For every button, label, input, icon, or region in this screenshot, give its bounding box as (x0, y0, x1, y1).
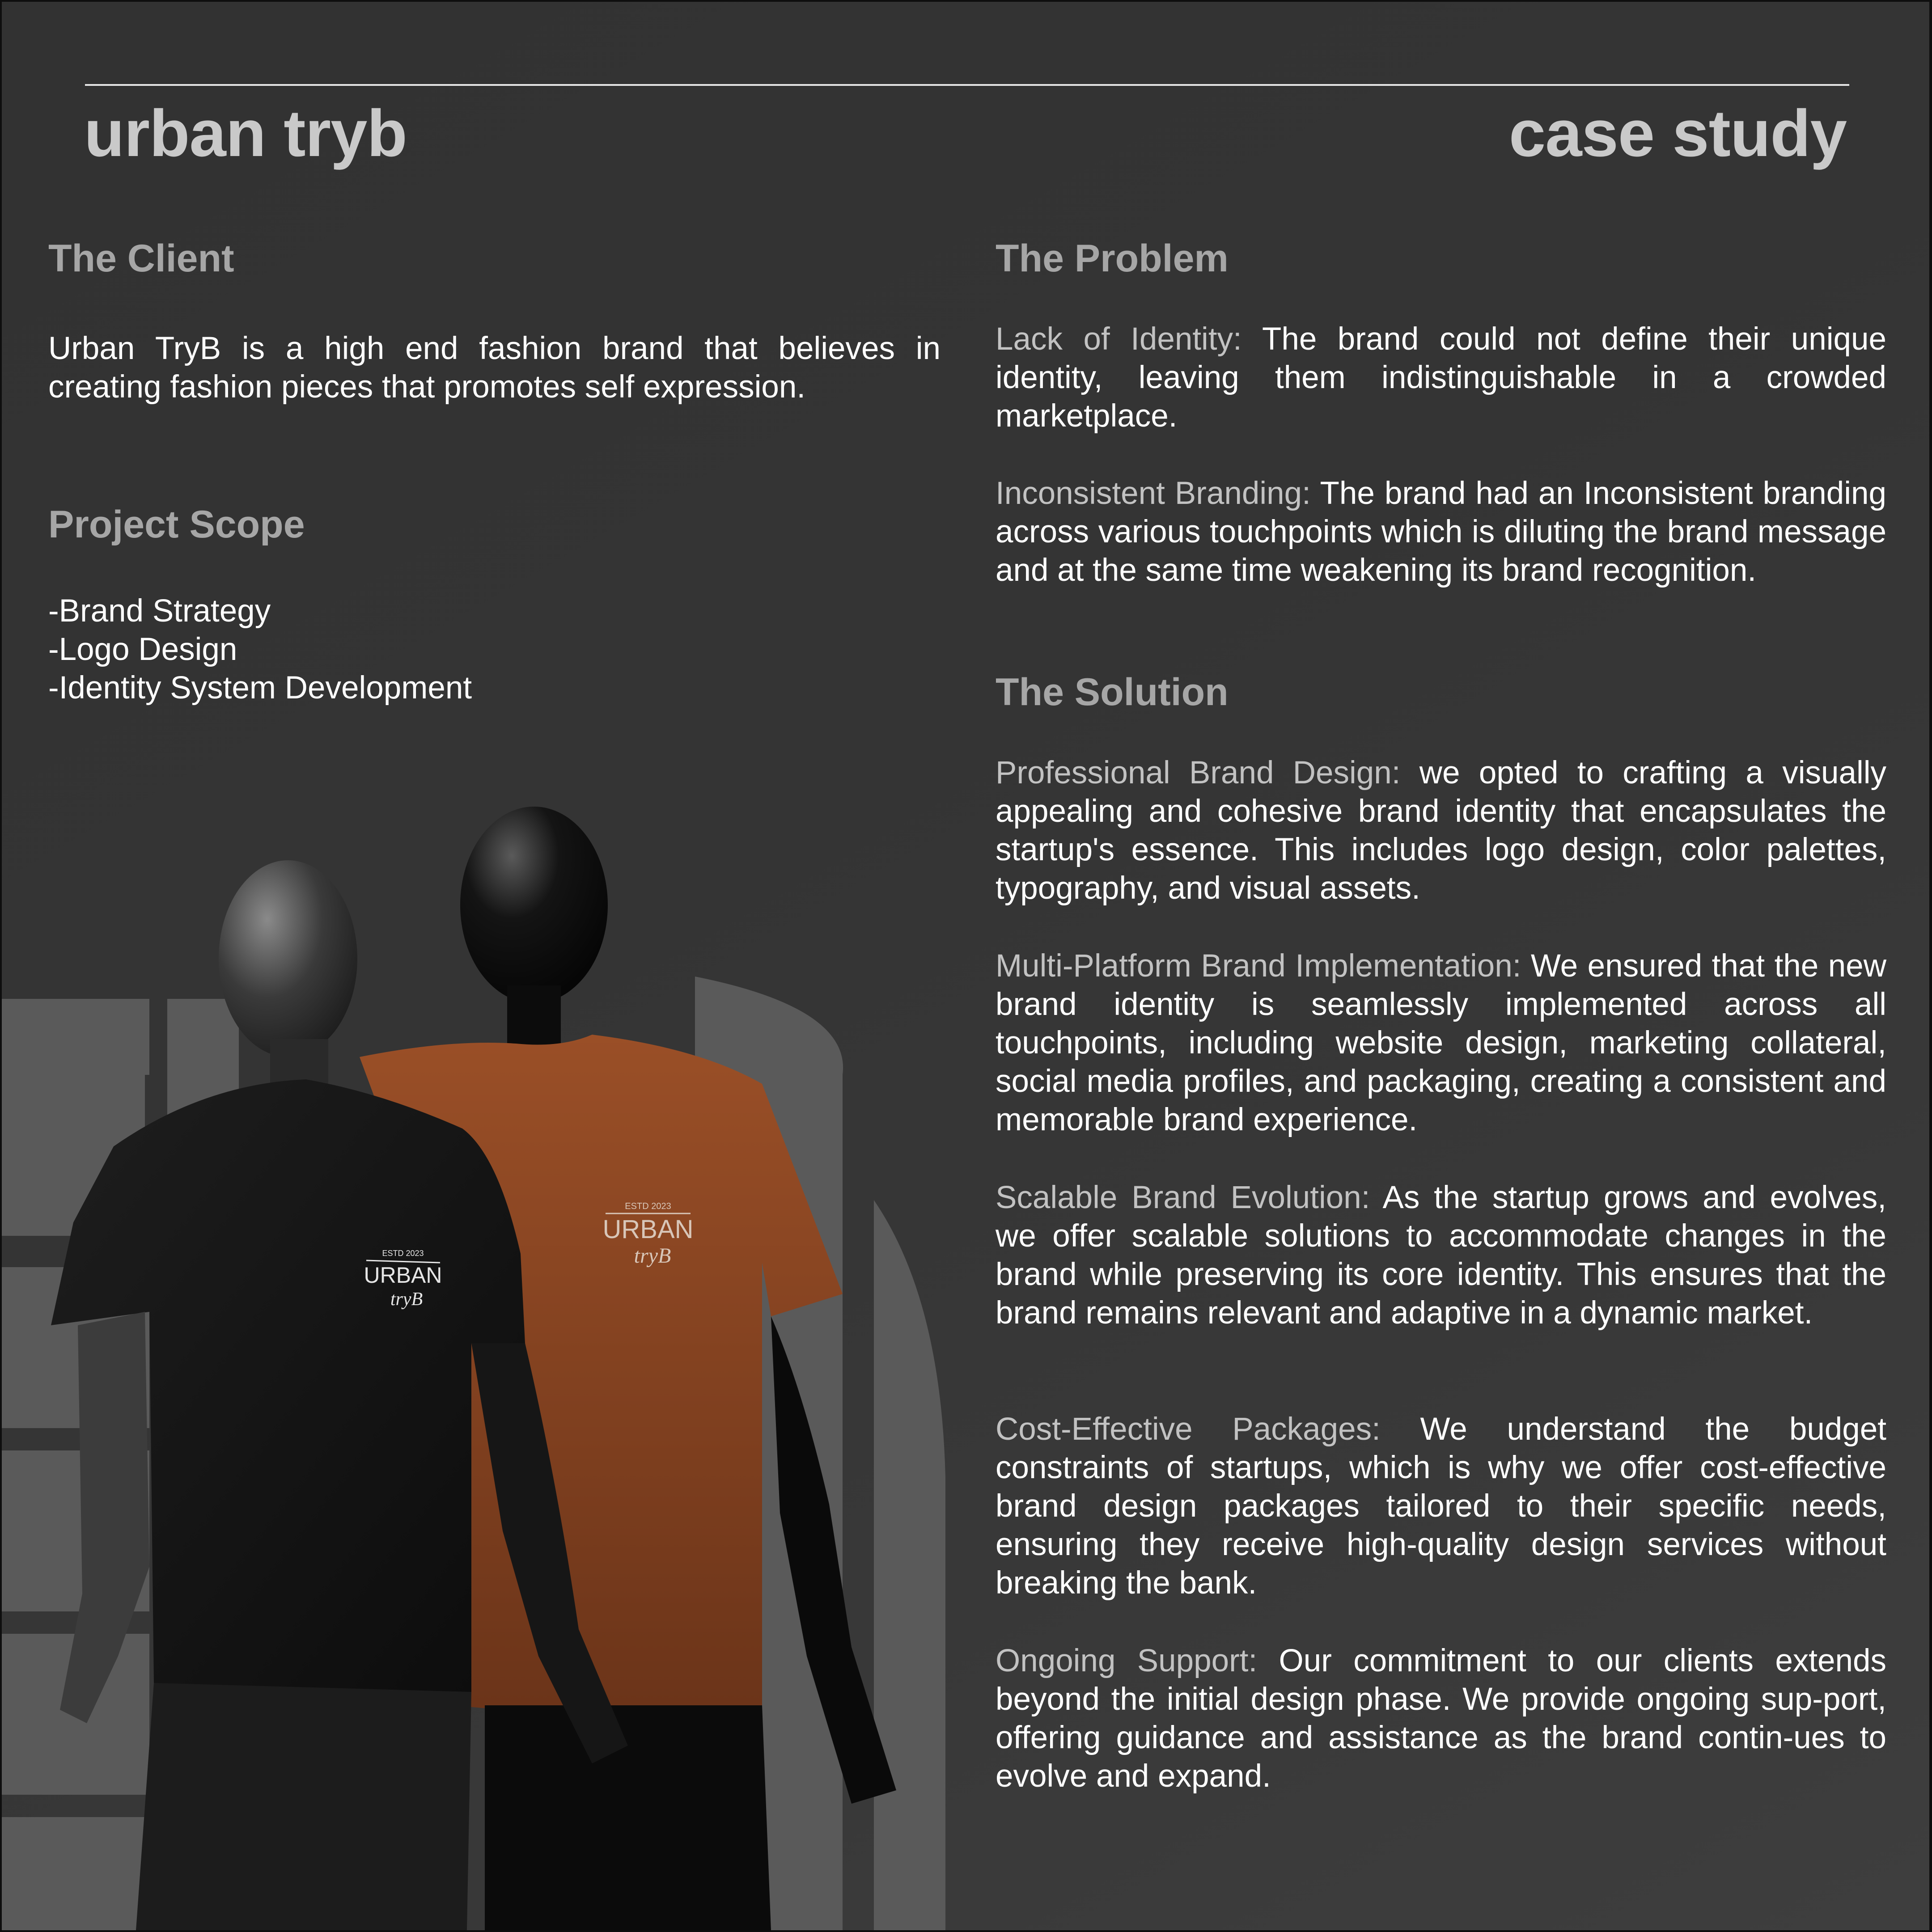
case-study-title: case study (1508, 97, 1847, 170)
pattern-arch (874, 1200, 945, 1930)
logo-estd: ESTD 2023 (382, 1249, 424, 1258)
problem-text: The brand had an Inconsistent branding across various touchpoints which is diluting the brand message and at the same time weakening its brand recognition. (996, 476, 1887, 588)
problem-label: Lack of Identity: (996, 321, 1242, 357)
problem-heading: The Problem (996, 237, 1229, 280)
header-rule (85, 84, 1849, 86)
problem-label: Inconsistent Branding: (996, 476, 1311, 511)
mannequin-legs (485, 1705, 771, 1930)
solution-label: Professional Brand Design: (996, 755, 1401, 791)
scope-item: -Brand Strategy (48, 593, 271, 629)
mannequin-head (460, 807, 608, 1003)
solution-text: We understand the budget constraints of startups, which is why we offer cost-effective brand design packages tailored to their specific needs, ensuring they receive high-quality design services without breaking the bank. (996, 1412, 1886, 1601)
solution-label: Cost-Effective Packages: (996, 1412, 1381, 1447)
scope-item: -Identity System Development (48, 670, 472, 706)
mannequin-legs (136, 1683, 471, 1930)
logo-script: tryB (634, 1244, 671, 1268)
solution-text: Our commitment to our clients extends beyond the initial design phase. We provide ongoing sup-port, offering guidance and assistance as the brand contin-ues to evolve and expand. (996, 1643, 1886, 1794)
solution-item (996, 1179, 1886, 1332)
brand-title: urban tryb (84, 97, 407, 170)
solution-text: As the startup grows and evolves, we offer scalable solutions to accommodate changes in the brand while preserving its core identity. This ensures that the brand remains relevant and adaptive in a dynamic market. (996, 1180, 1886, 1331)
logo-wordmark: URBAN (602, 1215, 694, 1244)
problem-item (996, 474, 1886, 590)
logo-wordmark: URBAN (364, 1263, 442, 1288)
problem-item (996, 320, 1886, 435)
solution-text: We ensured that the new brand identity is seamlessly implemented across all touchpoints, including website design, marketing collateral, social media profiles, and packaging, creating a consistent and memorable brand experience. (996, 948, 1886, 1137)
problem-text: The brand could not define their unique identity, leaving them indistinguishable in a crowded marketplace. (996, 321, 1886, 434)
logo-estd: ESTD 2023 (625, 1201, 671, 1211)
pattern-shape (2, 1817, 149, 1930)
solution-label: Scalable Brand Evolution: (996, 1180, 1370, 1215)
case-study-page (2, 2, 1929, 1930)
solution-item (996, 947, 1886, 1139)
solution-label: Multi-Platform Brand Implementation: (996, 948, 1521, 984)
scope-list (48, 592, 472, 707)
pattern-shape (2, 999, 149, 1075)
logo-script: tryB (390, 1289, 423, 1310)
solution-item (996, 1410, 1886, 1602)
solution-item (996, 754, 1886, 908)
mannequin-head (219, 860, 357, 1057)
tshirt-mockup-illustration (2, 807, 968, 1930)
scope-item: -Logo Design (48, 632, 237, 667)
solution-text: we opted to crafting a visually appealing and cohesive brand identity that encapsulates the startup's essence. This includes logo design, color palettes, typography, and visual assets. (996, 755, 1886, 906)
client-description: Urban TryB is a high end fashion brand that believes in creating fashion pieces that promotes self expression. (48, 331, 941, 405)
mockup-svg (2, 807, 968, 1930)
solution-heading: The Solution (996, 671, 1229, 714)
client-heading: The Client (48, 237, 234, 280)
scope-heading: Project Scope (48, 503, 305, 546)
solution-label: Ongoing Support: (996, 1643, 1258, 1678)
solution-item (996, 1642, 1886, 1796)
